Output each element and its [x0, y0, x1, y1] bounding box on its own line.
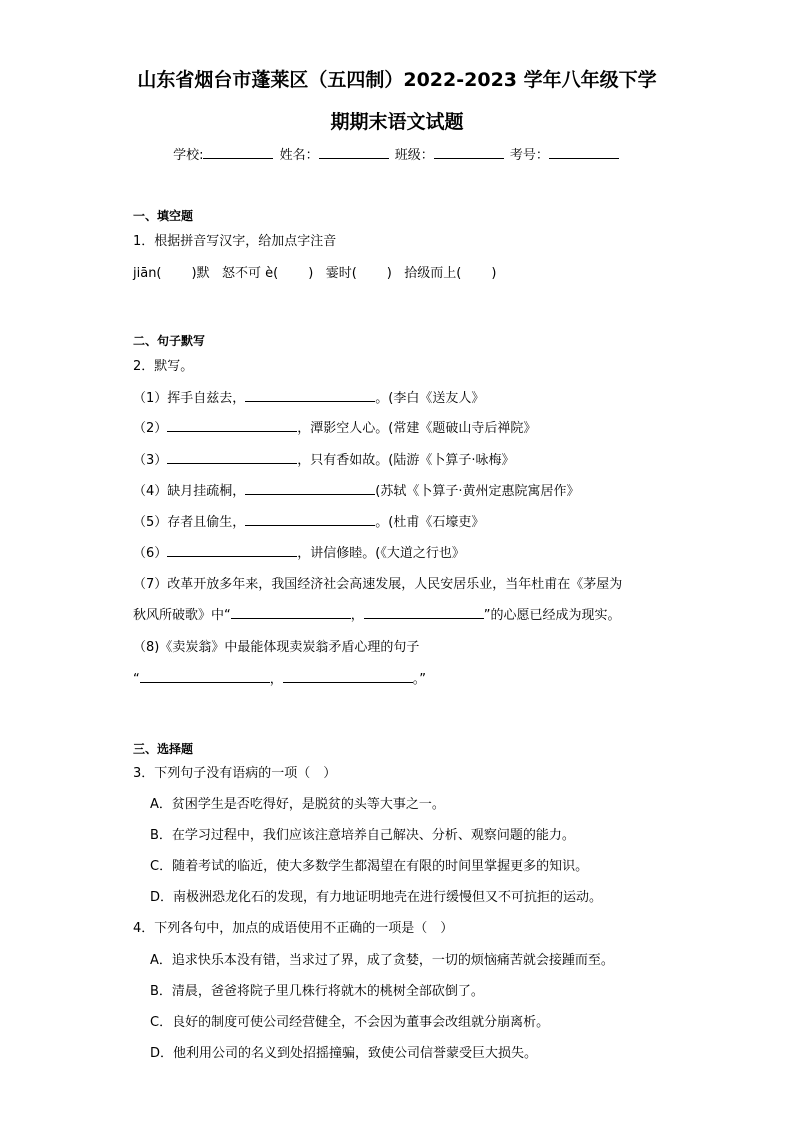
q3-option-a[interactable]: A．贫困学生是否吃得好，是脱贫的头等大事之一。 — [150, 797, 445, 812]
name-label: 姓名： — [279, 148, 319, 163]
q3-stem: 3．下列句子没有语病的一项（ ） — [133, 766, 337, 781]
q4-option-a[interactable]: A．追求快乐本没有错，当求过了界，成了贪婪，一切的烦恼痛苦就会接踵而至。 — [150, 953, 614, 968]
q2-item-8-line2: “ ， 。” — [133, 672, 427, 687]
q2-item-4: （4）缺月挂疏桐， (苏轼《卜算子·黄州定惠院寓居作》 — [133, 484, 580, 499]
q2-item-5: （5）存者且偷生， 。(杜甫《石壕吏》 — [133, 515, 485, 530]
q1-items: jiān( )默 怒不可 è( ) 霎时( ) 拾级而上( ) — [133, 266, 497, 281]
q2-item-1: （1）挥手自兹去， 。(李白《送友人》 — [133, 391, 485, 406]
student-info-row — [0, 144, 794, 163]
exam-title-line1: 山东省烟台市蓬莱区（五四制）2022-2023 学年八年级下学 — [137, 69, 657, 91]
exam-number-blank[interactable] — [549, 146, 619, 159]
q1-stem: 1．根据拼音写汉字，给加点字注音 — [133, 234, 337, 249]
section2-heading: 二、句子默写 — [133, 334, 206, 348]
q4-option-d[interactable]: D．他利用公司的名义到处招摇撞骗，致使公司信誉蒙受巨大损失。 — [150, 1046, 538, 1061]
q4-option-b[interactable]: B．清晨，爸爸将院子里几株行将就木的桃树全部砍倒了。 — [150, 984, 484, 999]
school-label: 学校: — [173, 148, 204, 163]
q2-stem: 2．默写。 — [133, 359, 194, 374]
q3-option-d[interactable]: D．南极洲恐龙化石的发现，有力地证明地壳在进行缓慢但又不可抗拒的运动。 — [150, 890, 603, 905]
exam-number-label: 考号： — [509, 148, 549, 163]
class-blank[interactable] — [434, 146, 504, 159]
section1-heading: 一、填空题 — [133, 209, 194, 223]
exam-title-line2: 期期末语文试题 — [330, 111, 464, 133]
q2-item-6: （6） ，讲信修睦。(《大道之行也》 — [133, 546, 465, 561]
school-blank[interactable] — [203, 146, 273, 159]
name-blank[interactable] — [319, 146, 389, 159]
q3-option-c[interactable]: C．随着考试的临近，使大多数学生都渴望在有限的时间里掌握更多的知识。 — [150, 859, 589, 874]
q3-option-b[interactable]: B．在学习过程中，我们应该注意培养自己解决、分析、观察问题的能力。 — [150, 828, 575, 843]
q4-stem: 4．下列各句中，加点的成语使用不正确的一项是（ ） — [133, 921, 454, 936]
q4-option-c[interactable]: C．良好的制度可使公司经营健全，不会因为董事会改组就分崩离析。 — [150, 1015, 550, 1030]
q2-item-8-line1: （8)《卖炭翁》中最能体现卖炭翁矛盾心理的句子 — [133, 640, 420, 655]
class-label: 班级： — [394, 148, 434, 163]
q2-item-3: （3） ，只有香如故。(陆游《卜算子·咏梅》 — [133, 453, 515, 468]
q2-item-7-line1: （7）改革开放多年来，我国经济社会高速发展，人民安居乐业，当年杜甫在《茅屋为 — [133, 577, 623, 592]
section3-heading: 三、选择题 — [133, 742, 194, 756]
q2-item-7-line2: 秋风所破歌》中“ ， ”的心愿已经成为现实。 — [133, 608, 621, 623]
q2-item-2: （2） ，潭影空人心。(常建《题破山寺后禅院》 — [133, 421, 537, 436]
